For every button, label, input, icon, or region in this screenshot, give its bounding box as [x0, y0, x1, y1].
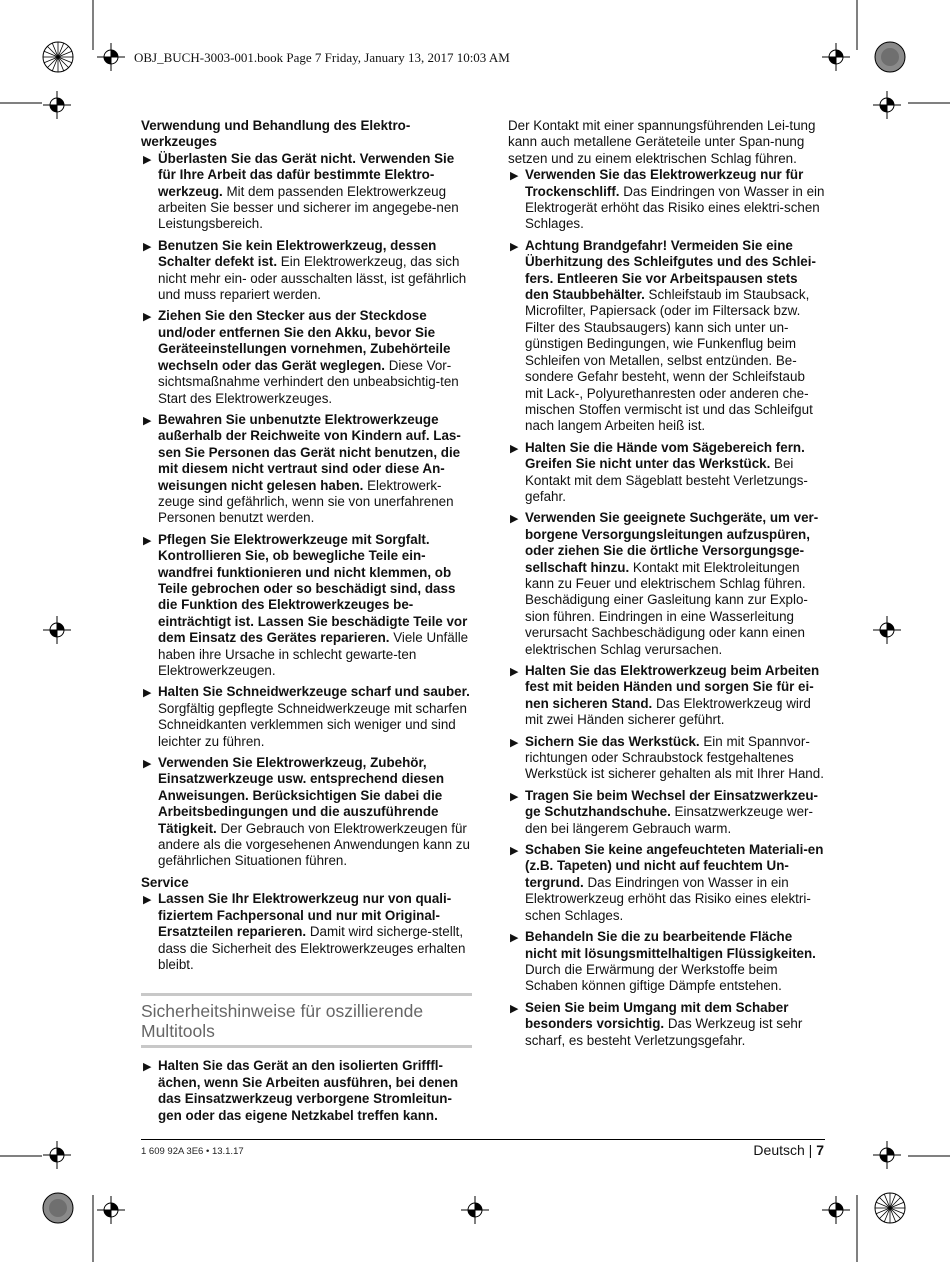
footer-language: Deutsch — [753, 1142, 805, 1158]
book-header: OBJ_BUCH-3003-001.book Page 7 Friday, January 13, 2017 10:03 AM — [134, 50, 510, 65]
registration-mark-icon — [873, 91, 901, 119]
triangle-bullet-icon: ▶ — [510, 442, 519, 455]
registration-mark-icon — [97, 1196, 125, 1224]
list-item: ▶ Schaben Sie keine angefeuchteten Materiali-en (z.B. Tapeten) und nicht auf feuchtem Un-tergrund. Das Eindringen von Wasser in ein Elektrowerkzeug erhöht das Risiko eines elektri-schen Schlages. — [510, 842, 824, 923]
triangle-bullet-icon: ▶ — [510, 932, 519, 945]
list-item: ▶ Tragen Sie beim Wechsel der Einsatzwerkzeu-ge Schutzhandschuhe. Einsatzwerkzeuge wer-den bei längerem Gebrauch warm. — [510, 787, 818, 836]
lead-text: Der Kontakt mit einer spannungsführenden Lei-tung kann auch metallene Geräteteile unter Span-nung setzen und zu einem elektrischen Schlag führen. — [508, 118, 816, 166]
sunburst-target-icon — [43, 42, 73, 72]
right-column — [508, 118, 825, 1054]
triangle-bullet-icon: ▶ — [510, 240, 519, 253]
triangle-bullet-icon: ▶ — [143, 240, 152, 253]
list-item: ▶ Überlasten Sie das Gerät nicht. Verwenden Sie für Ihre Arbeit das dafür bestimmte Elektro-werkzeug. Mit dem passenden Elektrowerkzeug arbeiten Sie besser und sicherer im angegebe-nen Leistungsbereich. — [143, 150, 459, 232]
footer-rule — [141, 1139, 825, 1140]
doc-code: 1 609 92A 3E6 • 13.1.17 — [141, 1146, 244, 1157]
service-heading: Service — [141, 874, 189, 890]
page-footer — [753, 1142, 824, 1158]
list-item: ▶ Pflegen Sie Elektrowerkzeuge mit Sorgfalt. Kontrollieren Sie, ob bewegliche Teile ein-wandfrei funktionieren und nicht klemmen, ob Teile gebrochen oder so beschädigt sind, dass die Funktion des Elektrowerkzeuges be-einträchtigt ist. Lassen Sie beschädigte Teile vor dem Einsatz des Gerätes reparieren. Viele Unfälle haben ihre Ursache in schlecht gewarte-ten Elektrowerkzeugen. — [143, 531, 469, 678]
list-item: ▶ Verwenden Sie geeignete Suchgeräte, um ver-borgene Versorgungsleitungen aufzuspüren, oder ziehen Sie die örtliche Versorgungsge-sellschaft hinzu. Kontakt mit Elektroleitungen kann zu Feuer und elektrischem Schlag führen. Beschädigung einer Gasleitung kann zur Explo-sion führen. Eindringen in eine Wasserleitung verursacht Sachbeschädigung oder kann einen elektrischen Schlag verursachen. — [510, 510, 819, 657]
list-item: ▶ Sichern Sie das Werkstück. Ein mit Spannvor-richtungen oder Schraubstock festgehaltenes Werkstück ist sicherer gehalten als mit Ihrer Hand. — [510, 733, 824, 782]
list-item: ▶ Verwenden Sie Elektrowerkzeug, Zubehör, Einsatzwerkzeuge usw. entsprechend diesen Anweisungen. Berücksichtigen Sie dabei die Arbeitsbedingungen und die auszuführende Tätigkeit. Der Gebrauch von Elektrowerkzeugen für andere als die vorgesehenen Anwendungen kann zu gefährlichen Situationen führen. — [143, 755, 470, 869]
list-item: ▶ Halten Sie Schneidwerkzeuge scharf und sauber. Sorgfältig gepflegte Schneidwerkzeuge mit scharfen Schneidkanten verklemmen sich weniger und sind leichter zu führen. — [143, 684, 470, 749]
section-title: Sicherheitshinweise für oszillierende Multitools — [141, 993, 472, 1048]
list-item: ▶ Bewahren Sie unbenutzte Elektrowerkzeuge außerhalb der Reichweite von Kindern auf. Las-sen Sie Personen das Gerät nicht benutzen, die mit diesem nicht vertraut sind oder diese An-weisungen nicht gelesen haben. Elektrowerk-zeuge sind gefährlich, wenn sie von unerfahrenen Personen benutzt werden. — [143, 411, 461, 526]
sunburst-target-icon — [875, 1193, 905, 1223]
triangle-bullet-icon: ▶ — [143, 153, 152, 166]
triangle-bullet-icon: ▶ — [143, 414, 152, 427]
list-item: ▶ Halten Sie die Hände vom Sägebereich fern. Greifen Sie nicht unter das Werkstück. Bei Kontakt mit dem Sägeblatt besteht Verletzungs-gefahr. — [510, 439, 808, 504]
registration-mark-icon — [97, 43, 125, 71]
triangle-bullet-icon: ▶ — [143, 758, 152, 771]
registration-mark-icon — [822, 43, 850, 71]
list-item: ▶ Verwenden Sie das Elektrowerkzeug nur für Trockenschliff. Das Eindringen von Wasser in ein Elektrogerät erhöht das Risiko eines elektri-schen Schlages. — [510, 167, 825, 232]
triangle-bullet-icon: ▶ — [510, 1002, 519, 1015]
registration-mark-icon — [873, 616, 901, 644]
triangle-bullet-icon: ▶ — [510, 845, 519, 858]
registration-mark-icon — [43, 91, 71, 119]
gray-disc-icon — [43, 1193, 73, 1223]
triangle-bullet-icon: ▶ — [510, 790, 519, 803]
triangle-bullet-icon: ▶ — [510, 170, 519, 183]
triangle-bullet-icon: ▶ — [143, 311, 152, 324]
triangle-bullet-icon: ▶ — [510, 736, 519, 749]
gray-disc-icon — [875, 42, 905, 72]
registration-mark-icon — [822, 1196, 850, 1224]
registration-mark-icon — [461, 1196, 489, 1224]
list-item: ▶ Halten Sie das Elektrowerkzeug beim Arbeiten fest mit beiden Händen und sorgen Sie für ei-nen sicheren Stand. Das Elektrowerkzeug wird mit zwei Händen sicherer geführt. — [510, 663, 820, 728]
triangle-bullet-icon: ▶ — [143, 534, 152, 547]
triangle-bullet-icon: ▶ — [143, 687, 152, 700]
left-column — [141, 118, 472, 1129]
footer-separator: | — [808, 1142, 813, 1158]
registration-mark-icon — [873, 1141, 901, 1169]
list-item: ▶ Halten Sie das Gerät an den isolierten Grifffl-ächen, wenn Sie Arbeiten ausführen, bei denen das Einsatzwerkzeug verborgene Stromleitun-gen oder das eigene Netzkabel treffen kann. — [143, 1058, 459, 1123]
registration-mark-icon — [43, 1141, 71, 1169]
list-item: ▶ Ziehen Sie den Stecker aus der Steckdose und/oder entfernen Sie den Akku, bevor Sie Geräteeinstellungen vornehmen, Zubehörteile wechseln oder das Gerät weglegen. Diese Vor-sichtsmaßnahme verhindert den unbeabsichtig-ten Start des Elektrowerkzeuges. — [143, 308, 459, 406]
registration-mark-icon — [43, 616, 71, 644]
section-heading: Verwendung und Behandlung des Elektro-werkzeuges — [141, 118, 411, 150]
list-item: ▶ Lassen Sie Ihr Elektrowerkzeug nur von quali-fiziertem Fachpersonal und nur mit Original-Ersatzteilen reparieren. Damit wird sicherge-stellt, dass die Sicherheit des Elektrowerkzeuges erhalten bleibt. — [143, 891, 466, 972]
page-number: 7 — [816, 1142, 824, 1158]
triangle-bullet-icon: ▶ — [143, 894, 152, 907]
triangle-bullet-icon: ▶ — [510, 513, 519, 526]
list-item: ▶ Seien Sie beim Umgang mit dem Schaber besonders vorsichtig. Das Werkzeug ist sehr scharf, es besteht Verletzungsgefahr. — [510, 999, 803, 1048]
list-item: ▶ Benutzen Sie kein Elektrowerkzeug, dessen Schalter defekt ist. Ein Elektrowerkzeug, das sich nicht mehr ein- oder ausschalten lässt, ist gefährlich und muss repariert werden. — [143, 237, 467, 303]
list-item: ▶ Behandeln Sie die zu bearbeitende Fläche nicht mit lösungsmittelhaltigen Flüssigkeiten. Durch die Erwärmung der Werkstoffe beim Schaben können giftige Dämpfe entstehen. — [510, 929, 816, 994]
list-item: ▶ Achtung Brandgefahr! Vermeiden Sie eine Überhitzung des Schleifgutes und des Schlei-fers. Entleeren Sie vor Arbeitspausen stets den Staubbehälter. Schleifstaub im Staubsack, Microfilter, Papiersack (oder im Filtersack bzw. Filter des Staubsaugers) kann sich unter un-günstigen Bedingungen, wie Funkenflug beim Schleifen von Metallen, selbst entzünden. Be-sondere Gefahr besteht, wenn der Schleifstaub mit Lack-, Polyurethanresten oder anderen che-mischen Stoffen vermischt ist und das Schleifgut nach langem Arbeiten heiß ist. — [510, 237, 816, 434]
triangle-bullet-icon: ▶ — [143, 1061, 152, 1074]
triangle-bullet-icon: ▶ — [510, 666, 519, 678]
